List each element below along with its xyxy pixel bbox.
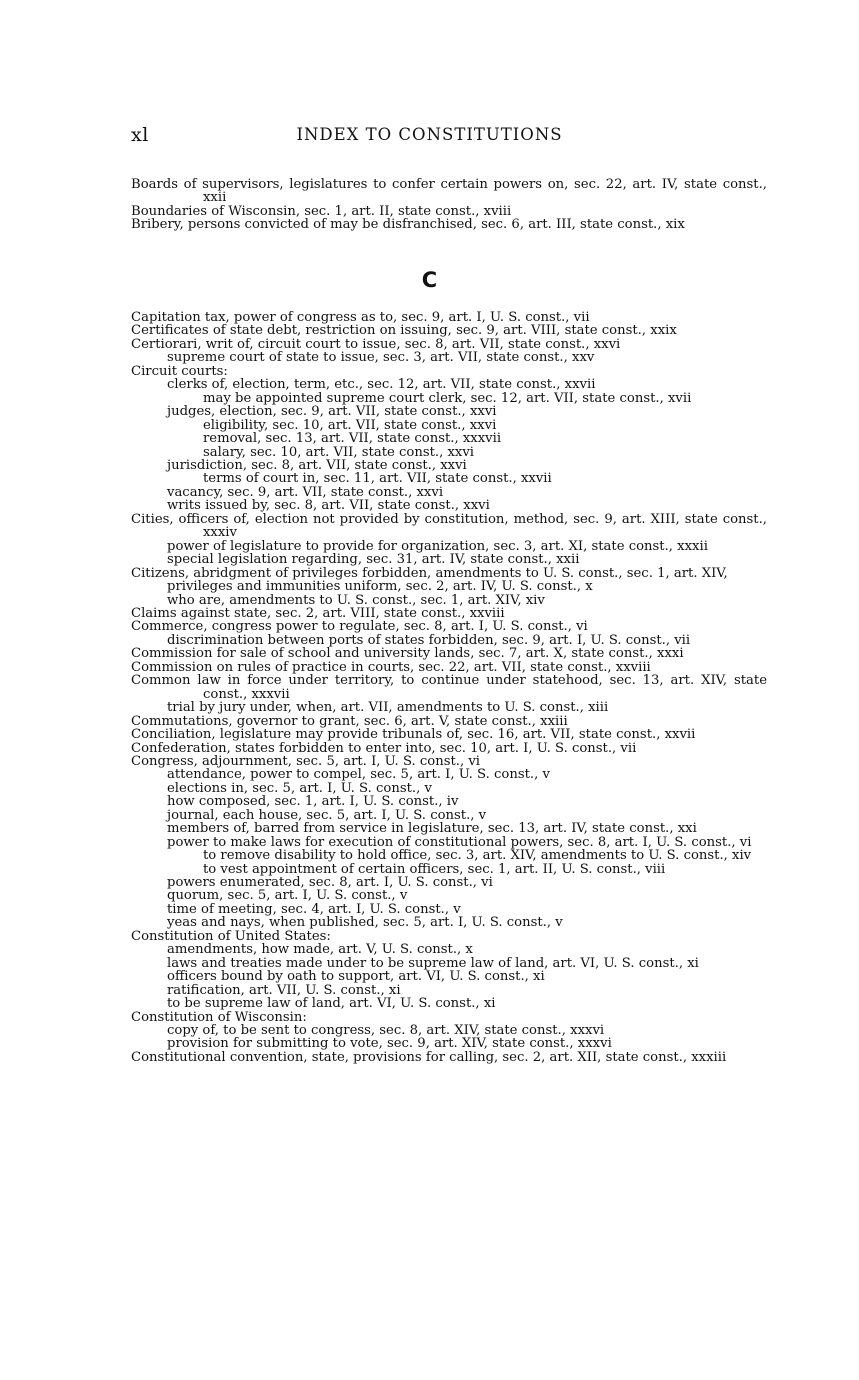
index-entry: elections in, sec. 5, art. I, U. S. const., v: [167, 780, 432, 796]
index-entry: Commission on rules of practice in courts, sec. 22, art. VII, state const., xxviii: [131, 659, 651, 675]
index-entry: removal, sec. 13, art. VII, state const., xxxvii: [203, 431, 502, 447]
index-entry: Certiorari, writ of, circuit court to issue, sec. 8, art. VII, state const., xxvi: [131, 336, 621, 352]
index-entry: Circuit courts:: [131, 363, 228, 379]
index-entry: Citizens, abridgment of privileges forbidden, amendments to U. S. const., sec. 1, art. XIV,: [131, 565, 728, 581]
index-entry: terms of court in, sec. 11, art. VII, state const., xxvii: [203, 471, 552, 487]
index-entry: jurisdiction, sec. 8, art. VII, state const., xxvi: [167, 457, 467, 473]
index-entry: Common law in force under territory, to continue under statehood, sec. 13, art. XIV, state const., xxxvii: [131, 673, 767, 702]
index-entry: attendance, power to compel, sec. 5, art. I, U. S. const., v: [167, 767, 550, 783]
index-entry: trial by jury under, when, art. VII, amendments to U. S. const., xiii: [167, 700, 609, 716]
index-entry: power of legislature to provide for organization, sec. 3, art. XI, state const., xxxii: [167, 538, 708, 554]
index-entry: power to make laws for execution of constitutional powers, sec. 8, art. I, U. S. const., vi: [167, 834, 752, 850]
index-entry: privileges and immunities uniform, sec. 2, art. IV, U. S. const., x: [167, 579, 593, 595]
index-entry: yeas and nays, when published, sec. 5, art. I, U. S. const., v: [167, 915, 563, 931]
index-entry: judges, election, sec. 9, art. VII, state const., xxvi: [167, 404, 497, 420]
section-letter: C: [421, 268, 438, 292]
index-entry: Claims against state, sec. 2, art. VIII, state const., xxviii: [131, 605, 505, 621]
index-entry: Certificates of state debt, restriction on issuing, sec. 9, art. VIII, state const., xxix: [131, 323, 677, 339]
index-entry: laws and treaties made under to be supreme law of land, art. VI, U. S. const., xi: [167, 955, 699, 971]
index-entry: to remove disability to hold office, sec. 3, art. XIV, amendments to U. S. const., xiv: [203, 848, 752, 864]
index-entry: clerks of, election, term, etc., sec. 12, art. VII, state const., xxvii: [167, 377, 596, 393]
page-number: xl: [131, 124, 149, 146]
index-entry: Capitation tax, power of congress as to, sec. 9, art. I, U. S. const., vii: [131, 310, 590, 325]
index-entry: amendments, how made, art. V, U. S. const., x: [167, 942, 473, 958]
index-entry: Constitution of United States:: [131, 928, 331, 944]
index-entry: may be appointed supreme court clerk, sec. 12, art. VII, state const., xvii: [203, 390, 692, 406]
index-entry: supreme court of state to issue, sec. 3, art. VII, state const., xxv: [167, 350, 595, 366]
index-entry: Conciliation, legislature may provide tribunals of, sec. 16, art. VII, state const., xxvii: [131, 727, 696, 743]
index-entry: officers bound by oath to support, art. VI, U. S. const., xi: [167, 969, 545, 985]
index-entry: Constitutional convention, state, provisions for calling, sec. 2, art. XII, state const., xxxiii: [131, 1049, 727, 1065]
index-entry: members of, barred from service in legislature, sec. 13, art. IV, state const., xxi: [167, 821, 697, 837]
index-entry: provision for submitting to vote, sec. 9, art. XIV, state const., xxxvi: [167, 1036, 612, 1052]
index-entry: Cities, officers of, election not provided by constitution, method, sec. 9, art. XIII, state const., xxxiv: [131, 511, 767, 541]
index-entry: how composed, sec. 1, art. I, U. S. const., iv: [167, 794, 459, 810]
index-entry: Boundaries of Wisconsin, sec. 1, art. II, state const., xviii: [131, 203, 512, 219]
index-entry: ratification, art. VII, U. S. const., xi: [167, 982, 401, 998]
index-entry: Commutations, governor to grant, sec. 6, art. V, state const., xxiii: [131, 713, 568, 729]
index-entry: salary, sec. 10, art. VII, state const., xxvi: [203, 444, 475, 460]
index-entry: discrimination between ports of states forbidden, sec. 9, art. I, U. S. const., vii: [167, 632, 691, 648]
index-entry: writs issued by, sec. 8, art. VII, state const., xxvi: [167, 498, 490, 514]
index-entry: to vest appointment of certain officers, sec. 1, art. II, U. S. const., viii: [203, 861, 666, 877]
index-entry: Boards of supervisors, legislatures to confer certain powers on, sec. 22, art. IV, state const., xxii: [131, 177, 767, 206]
index-entry: Constitution of Wisconsin:: [131, 1009, 307, 1025]
index-entry: to be supreme law of land, art. VI, U. S. const., xi: [167, 996, 496, 1012]
index-entry: special legislation regarding, sec. 31, art. IV, state const., xxii: [167, 552, 580, 568]
index-entry: copy of, to be sent to congress, sec. 8, art. XIV, state const., xxxvi: [167, 1023, 605, 1039]
index-entry: quorum, sec. 5, art. I, U. S. const., v: [167, 888, 408, 904]
index-entry: powers enumerated, sec. 8, art. I, U. S. const., vi: [167, 875, 493, 891]
index-entry: time of meeting, sec. 4, art. I, U. S. const., v: [167, 901, 461, 917]
index-entry: Bribery, persons convicted of may be disfranchised, sec. 6, art. III, state const., xix: [131, 217, 685, 233]
page-title: INDEX TO CONSTITUTIONS: [296, 125, 563, 144]
index-entry: Confederation, states forbidden to enter into, sec. 10, art. I, U. S. const., vii: [131, 740, 637, 756]
index-entry: eligibility, sec. 10, art. VII, state const., xxvi: [203, 417, 497, 433]
index-entry: who are, amendments to U. S. const., sec. 1, art. XIV, xiv: [167, 592, 545, 608]
index-entry: Commission for sale of school and university lands, sec. 7, art. X, state const., xxxi: [131, 646, 684, 662]
c-entries: [131, 311, 767, 1064]
index-entry: journal, each house, sec. 5, art. I, U. S. const., v: [167, 807, 487, 823]
index-entry: Congress, adjournment, sec. 5, art. I, U. S. const., vi: [131, 753, 481, 769]
index-entry: vacancy, sec. 9, art. VII, state const., xxvi: [167, 484, 444, 500]
b-entries: [131, 178, 767, 232]
index-entry: Commerce, congress power to regulate, sec. 8, art. I, U. S. const., vi: [131, 619, 588, 635]
